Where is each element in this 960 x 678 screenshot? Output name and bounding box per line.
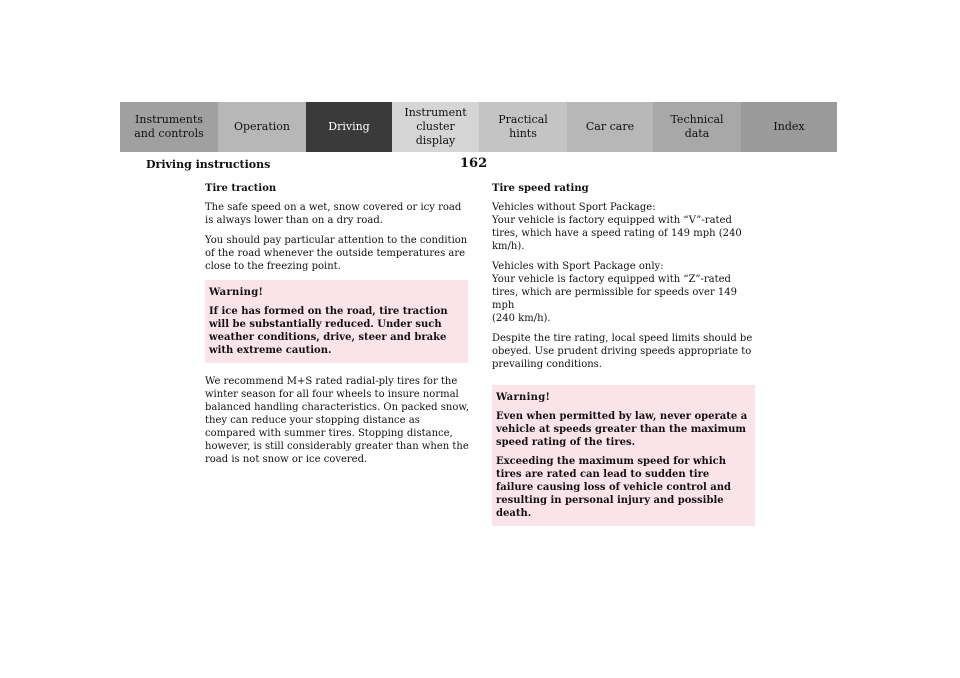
- paragraph: Vehicles with Sport Package only: Your vehicle is factory equipped with “Z”-rated tires, which are permissible for speeds over 149 mph (240 km/h).: [492, 261, 737, 324]
- tire-traction-heading: Tire traction: [205, 183, 277, 194]
- left-column: [205, 182, 470, 473]
- warning-text: Exceeding the maximum speed for which tires are rated can lead to sudden tire failure causing loss of vehicle control and resulting in personal injury and possible death.: [496, 456, 732, 519]
- tire-speed-rating-heading: Tire speed rating: [492, 183, 589, 194]
- tab-practical-hints[interactable]: [479, 102, 567, 152]
- paragraph: You should pay particular attention to the condition of the road whenever the outside temperatures are close to the freezing point.: [205, 235, 468, 272]
- warning-box: [205, 280, 468, 363]
- paragraph: Vehicles without Sport Package: Your vehicle is factory equipped with “V”-rated tires, which have a speed rating of 149 mph (240 km/h).: [492, 202, 742, 252]
- tab-instrument-cluster-display[interactable]: [392, 102, 479, 152]
- warning-box: [492, 385, 755, 526]
- warning-title: Warning!: [496, 392, 551, 403]
- tab-label: Driving: [328, 120, 370, 133]
- tab-label: Instrument cluster display: [404, 106, 467, 147]
- tab-label: Index: [773, 120, 805, 133]
- paragraph: We recommend M+S rated radial-ply tires for the winter season for all four wheels to insure normal balanced handling characteristics. On packed snow, they can reduce your stopping distance as compared with summer tires. Stopping distance, however, is still considerably greater than when the road is not snow or ice covered.: [205, 376, 469, 465]
- section-title: Driving instructions: [146, 158, 271, 171]
- tab-label: Car care: [585, 120, 635, 133]
- tab-index[interactable]: [741, 102, 837, 152]
- tab-car-care[interactable]: [567, 102, 653, 152]
- paragraph: The safe speed on a wet, snow covered or icy road is always lower than on a dry road.: [205, 202, 462, 226]
- tab-label: Practical hints: [498, 113, 548, 140]
- tab-instruments-and-controls[interactable]: [120, 102, 218, 152]
- warning-text: Even when permitted by law, never operate a vehicle at speeds greater than the maximum speed rating of the tires.: [496, 411, 748, 448]
- page-number: 162: [460, 156, 488, 171]
- warning-text: If ice has formed on the road, tire traction will be substantially reduced. Under such weather conditions, drive, steer and brake with extreme caution.: [209, 306, 448, 356]
- chapter-tabs: [120, 102, 837, 152]
- tab-operation[interactable]: [218, 102, 306, 152]
- right-column: [492, 182, 757, 538]
- tab-label: Instruments and controls: [134, 113, 204, 140]
- warning-title: Warning!: [209, 287, 264, 298]
- tab-label: Technical data: [670, 113, 724, 140]
- tab-technical-data[interactable]: [653, 102, 741, 152]
- tab-label: Operation: [233, 120, 291, 133]
- paragraph: Despite the tire rating, local speed limits should be obeyed. Use prudent driving speeds appropriate to prevailing conditions.: [492, 333, 753, 370]
- tab-driving[interactable]: [306, 102, 392, 152]
